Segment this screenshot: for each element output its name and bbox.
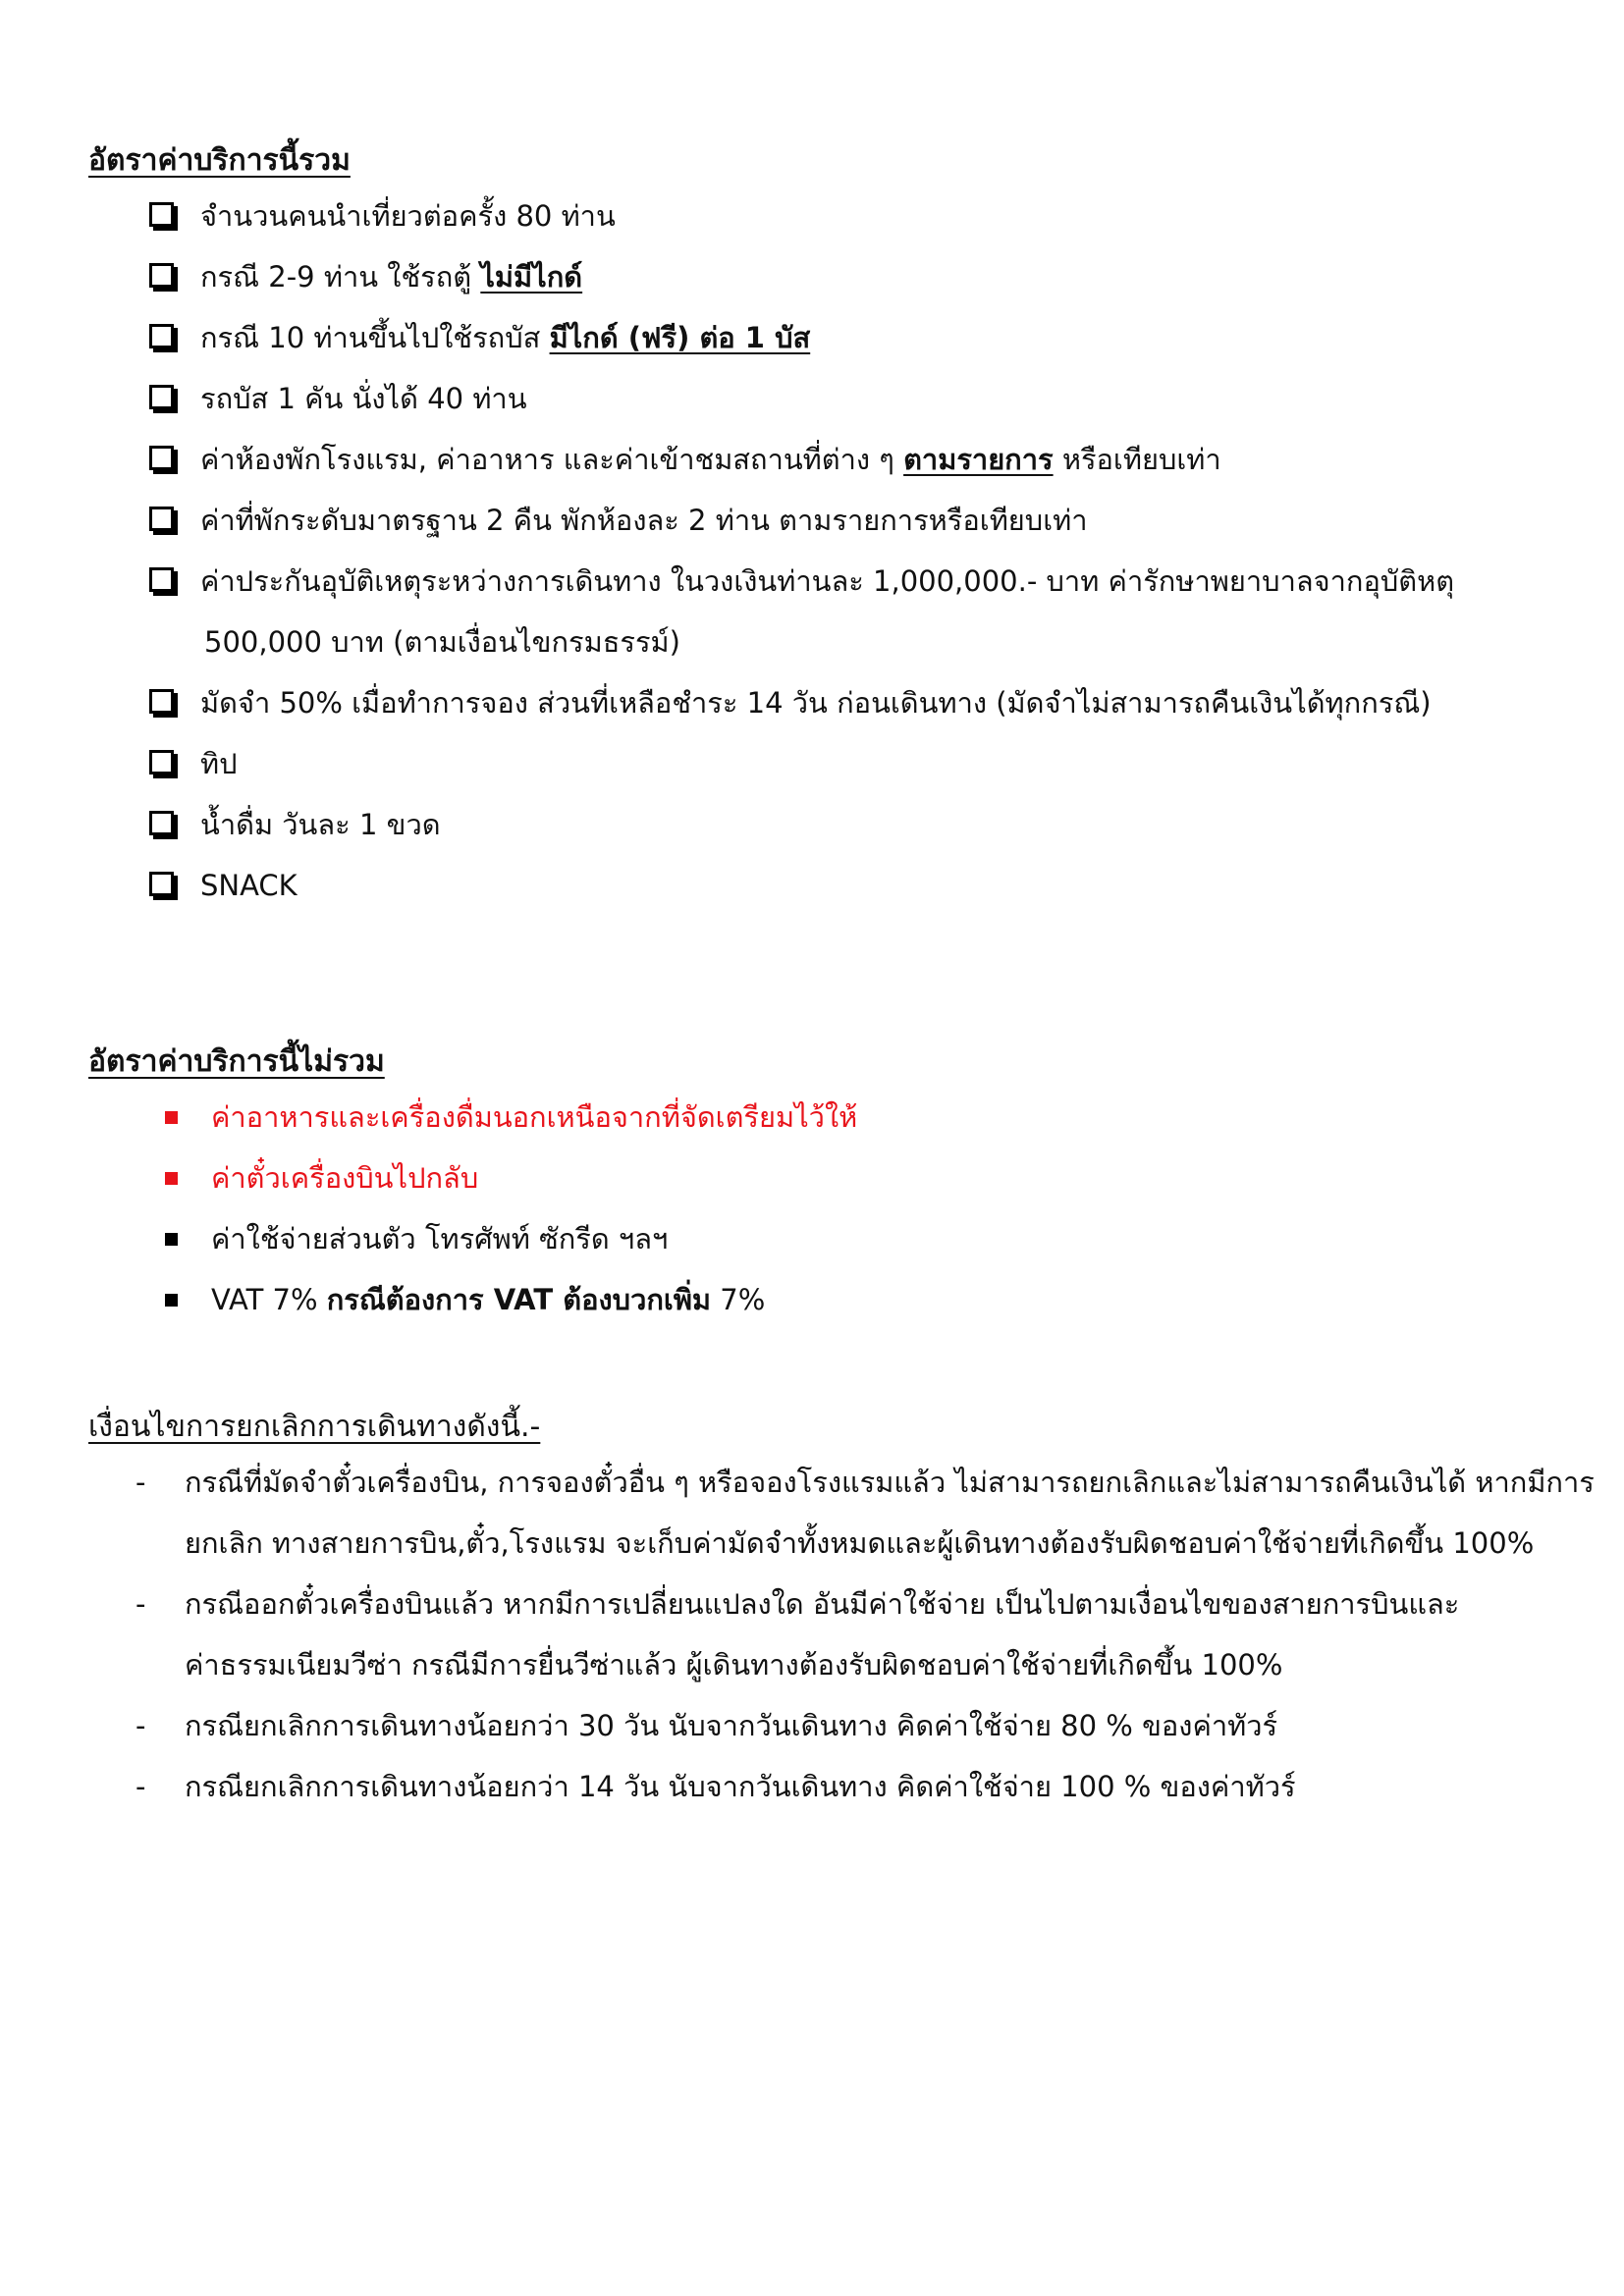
item-text: ค่าที่พักระดับมาตรฐาน 2 คืน พักห้องละ 2 ท่าน ตามรายการหรือเทียบเท่า — [200, 504, 1088, 537]
item-text: กรณีที่มัดจำตั๋วเครื่องบิน, การจองตั๋วอื่น ๆ หรือจองโรงแรมแล้ว ไม่สามารถยกเลิกและไม่สามารถคืนเงินได้ หากมีการ — [185, 1466, 1595, 1499]
item-text: ค่าใช้จ่ายส่วนตัว โทรศัพท์ ซักรีด ฯลฯ — [211, 1222, 669, 1255]
excluded-item — [165, 1219, 668, 1258]
item-text-post: หรือเทียบเท่า — [1053, 443, 1221, 476]
checkbox-icon — [149, 689, 174, 714]
dash-marker: - — [135, 1466, 146, 1499]
included-item — [149, 501, 1088, 542]
excluded-heading: อัตราค่าบริการนี้ไม่รวม — [88, 1044, 385, 1079]
checkbox-icon — [149, 567, 174, 592]
item-text-pre: VAT 7% — [211, 1283, 327, 1316]
checkbox-icon — [149, 324, 174, 348]
item-text: จำนวนคนนำเที่ยวต่อครั้ง 80 ท่าน — [200, 199, 616, 233]
checkbox-icon — [149, 263, 174, 288]
item-text-emphasis: ไม่มีไกด์ — [480, 260, 583, 294]
item-text — [200, 318, 810, 357]
included-item — [149, 561, 1454, 603]
item-text-pre: กรณี 2-9 ท่าน ใช้รถตู้ — [200, 260, 481, 294]
checkbox-icon — [149, 750, 174, 774]
included-item — [149, 744, 238, 785]
included-item — [149, 196, 616, 238]
item-text: กรณียกเลิกการเดินทางน้อยกว่า 30 วัน นับจากวันเดินทาง คิดค่าใช้จ่าย 80 % ของค่าทัวร์ — [185, 1709, 1278, 1742]
excluded-item — [165, 1097, 857, 1137]
item-text: รถบัส 1 คัน นั่งได้ 40 ท่าน — [200, 382, 527, 415]
item-text: กรณีออกตั๋วเครื่องบินแล้ว หากมีการเปลี่ยนแปลงใด อันมีค่าใช้จ่าย เป็นไปตามเงื่อนไขของสายการบินและ — [185, 1587, 1460, 1621]
item-text-emphasis: มีไกด์ (ฟรี) ต่อ 1 บัส — [549, 321, 811, 354]
item-text-continuation: ค่าธรรมเนียมวีซ่า กรณีมีการยื่นวีซ่าแล้ว ผู้เดินทางต้องรับผิดชอบค่าใช้จ่ายที่เกิดขึ้น 100% — [185, 1648, 1283, 1682]
included-item — [149, 379, 527, 420]
item-text-pre: ค่าห้องพักโรงแรม, ค่าอาหาร และค่าเข้าชมสถานที่ต่าง ๆ — [200, 443, 904, 476]
item-text — [211, 1280, 765, 1319]
item-text — [200, 440, 1221, 479]
excluded-item — [165, 1280, 765, 1319]
included-item — [149, 318, 810, 359]
cancellation-heading: เงื่อนไขการยกเลิกการเดินทางดังนี้.- — [88, 1410, 541, 1444]
checkbox-icon — [149, 446, 174, 470]
item-text-pre: กรณี 10 ท่านขึ้นไปใช้รถบัส — [200, 321, 550, 354]
item-text: ทิป — [200, 747, 238, 780]
square-bullet-icon — [165, 1294, 178, 1307]
item-text-post: 7% — [711, 1283, 766, 1316]
item-text-continuation: ยกเลิก ทางสายการบิน,ตั๋ว,โรงแรม จะเก็บค่ามัดจำทั้งหมดและผู้เดินทางต้องรับผิดชอบค่าใช้จ่ายที่เกิดขึ้น 100% — [185, 1526, 1535, 1560]
square-bullet-icon — [165, 1172, 178, 1185]
included-item — [149, 257, 582, 298]
checkbox-icon — [149, 385, 174, 409]
dash-marker: - — [135, 1587, 146, 1621]
cancellation-item — [135, 1706, 1277, 1745]
checkbox-icon — [149, 202, 174, 227]
included-item — [149, 805, 441, 846]
cancellation-item — [135, 1584, 1459, 1624]
item-text-continuation: 500,000 บาท (ตามเงื่อนไขกรมธรรม์) — [204, 625, 680, 659]
square-bullet-icon — [165, 1233, 178, 1246]
item-text: มัดจำ 50% เมื่อทำการจอง ส่วนที่เหลือชำระ 14 วัน ก่อนเดินทาง (มัดจำไม่สามารถคืนเงินได้ทุกกรณี) — [200, 686, 1432, 720]
included-item — [149, 440, 1221, 481]
included-item — [149, 683, 1432, 724]
cancellation-item — [135, 1767, 1296, 1806]
checkbox-icon — [149, 507, 174, 531]
checkbox-icon — [149, 811, 174, 835]
item-text: ค่าประกันอุบัติเหตุระหว่างการเดินทาง ในวงเงินท่านละ 1,000,000.- บาท ค่ารักษาพยาบาลจากอุบัติหตุ — [200, 564, 1455, 598]
included-item — [149, 866, 298, 907]
item-text — [200, 257, 582, 296]
checkbox-icon — [149, 872, 174, 896]
excluded-item — [165, 1158, 478, 1198]
item-text-emphasis: ตามรายการ — [903, 443, 1054, 476]
item-text-emphasis: กรณีต้องการ VAT ต้องบวกเพิ่ม — [326, 1283, 712, 1316]
dash-marker: - — [135, 1770, 146, 1803]
item-text: SNACK — [200, 869, 298, 902]
item-text: ค่าตั๋วเครื่องบินไปกลับ — [211, 1161, 479, 1195]
included-heading: อัตราค่าบริการนี้รวม — [88, 143, 351, 178]
cancellation-item — [135, 1463, 1595, 1502]
dash-marker: - — [135, 1709, 146, 1742]
item-text: น้ำดื่ม วันละ 1 ขวด — [200, 808, 441, 841]
item-text: ค่าอาหารและเครื่องดื่มนอกเหนือจากที่จัดเตรียมไว้ให้ — [211, 1100, 858, 1134]
square-bullet-icon — [165, 1111, 178, 1124]
item-text: กรณียกเลิกการเดินทางน้อยกว่า 14 วัน นับจากวันเดินทาง คิดค่าใช้จ่าย 100 % ของค่าทัวร์ — [185, 1770, 1296, 1803]
